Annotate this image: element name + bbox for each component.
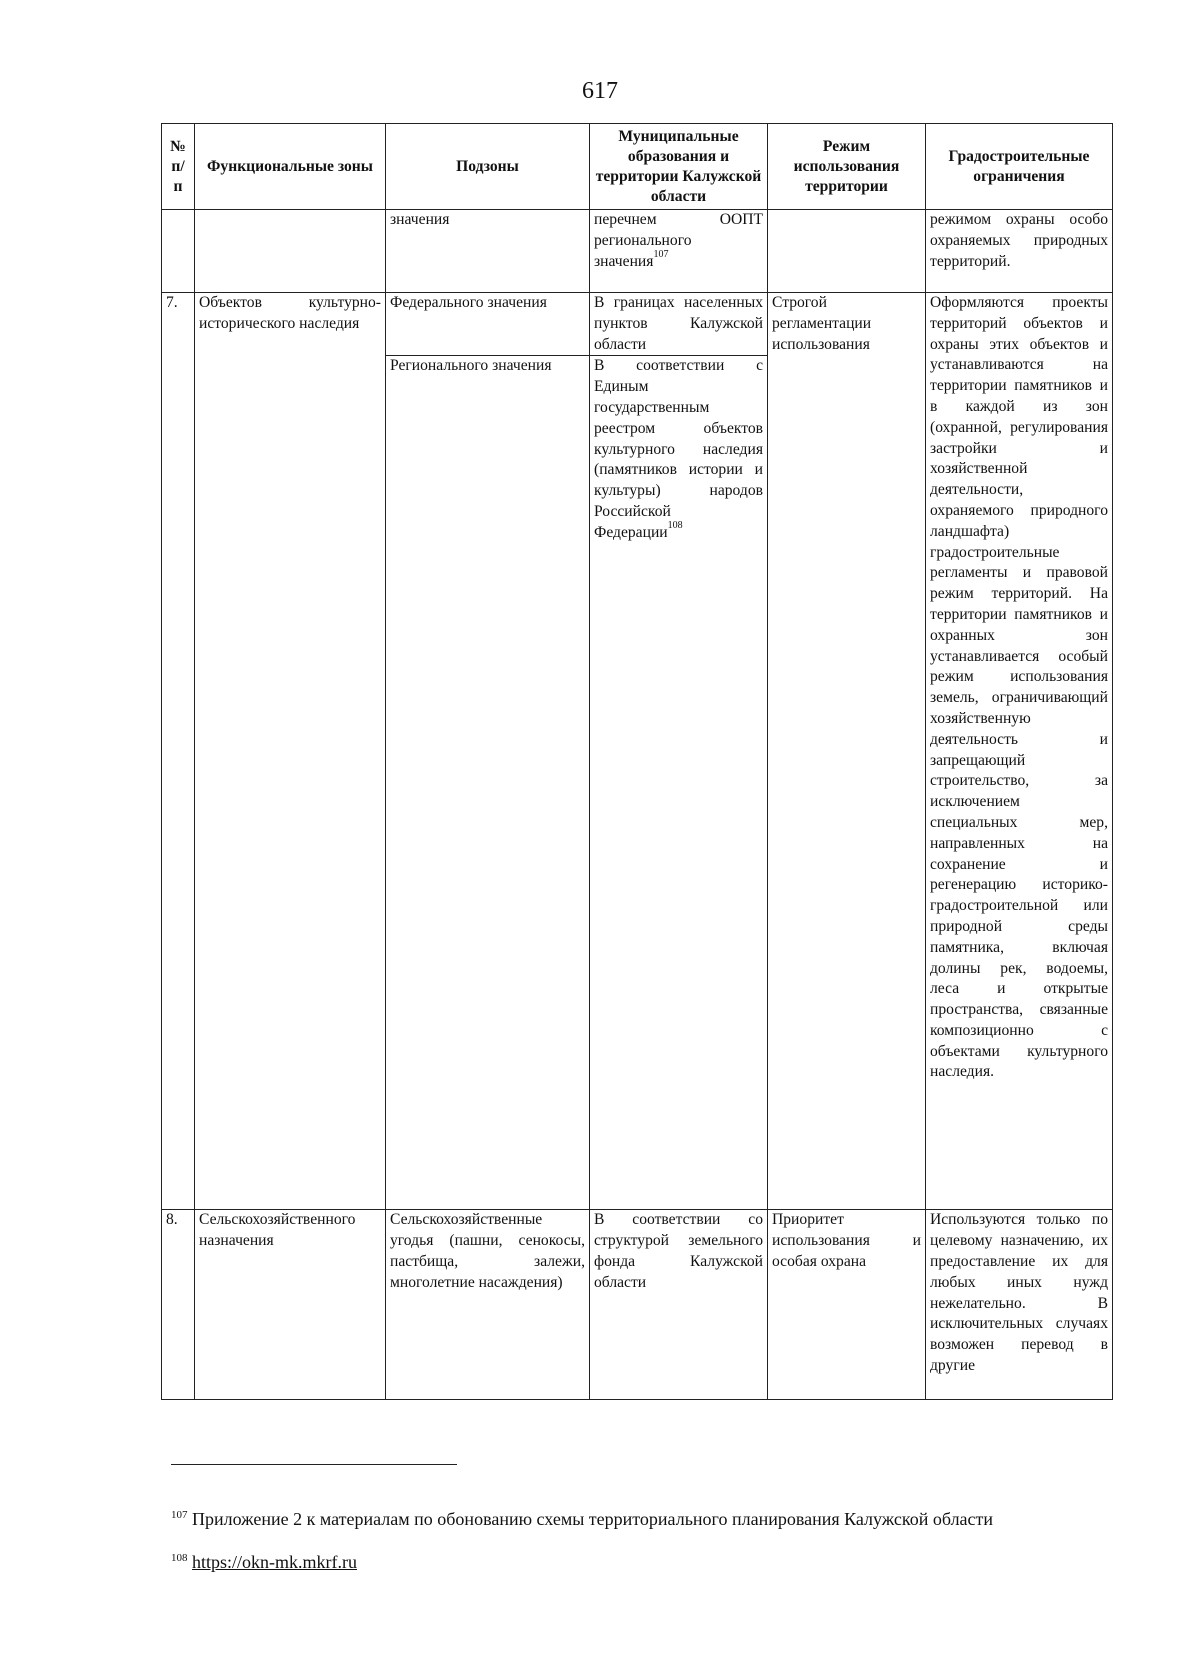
row8-num: 8. [162, 1210, 195, 1400]
header-municipal: Муниципальные образования и территории Калужской области [590, 124, 768, 210]
row-cont-zone [195, 210, 386, 293]
row7-municipal-federal: В границах населенных пунктов Калужской области [590, 293, 768, 356]
row-cont-restrictions: режимом охраны особо охраняемых природных территорий. [926, 210, 1113, 293]
footnote-108-number: 108 [171, 1552, 188, 1564]
footnote-108 [171, 1551, 357, 1573]
row7-zone: Объектов культурно-исторического наследия [195, 293, 386, 1210]
table-row [162, 1210, 1113, 1400]
row7-subzone-regional: Регионального значения [386, 356, 590, 1210]
footnote-108-link[interactable]: https://okn-mk.mkrf.ru [192, 1552, 357, 1572]
footnote-107-text: Приложение 2 к материалам по обонованию схемы территориального планирования Калужской области [192, 1509, 994, 1529]
row8-regime: Приоритет использования и особая охрана [768, 1210, 926, 1400]
footnote-107-number: 107 [171, 1509, 188, 1521]
table-row [162, 210, 1113, 293]
row-cont-regime [768, 210, 926, 293]
row-cont-subzone: значения [386, 210, 590, 293]
row7-num: 7. [162, 293, 195, 1210]
header-restrictions: Градостроительные ограничения [926, 124, 1113, 210]
footnote-107 [171, 1508, 993, 1530]
row7-subzone-federal: Федерального значения [386, 293, 590, 356]
row7-municipal-regional-text: В соответствии с Единым государственным реестром объектов культурного наследия (памятников истории и культуры) народов Российской Федерации [594, 357, 763, 541]
row-cont-municipal [590, 210, 768, 293]
footnote-ref-108: 108 [667, 519, 683, 531]
header-functional-zones: Функциональные зоны [195, 124, 386, 210]
header-num: № п/ п [162, 124, 195, 210]
header-subzones: Подзоны [386, 124, 590, 210]
row-cont-municipal-text: перечнем ООПТ регионального значения [594, 211, 763, 270]
table-row [162, 293, 1113, 356]
row7-municipal-regional [590, 356, 768, 1210]
footnote-separator [171, 1464, 457, 1465]
row8-restrictions: Используются только по целевому назначению, их предоставление их для любых иных нужд нежелательно. В исключительных случаях возможен перевод в другие [926, 1210, 1113, 1400]
row7-restrictions: Оформляются проекты территорий объектов и охраны этих объектов и устанавливаются на территории памятников и в каждой из зон (охранной, регулирования застройки и хозяйственной деятельности, охраняемого природного ландшафта) градостроительные регламенты и правовой режим территорий. На территории памятников и охранных зон устанавливается особый режим использования земель, ограничивающий хозяйственную деятельность и запрещающий строительство, за исключением специальных мер, направленных на сохранение и регенерацию историко-градостроительной или природной среды памятника, включая долины рек, водоемы, леса и открытые пространства, связанные композиционно с объектами культурного наследия. [926, 293, 1113, 1210]
zones-table [161, 123, 1113, 1400]
page-number: 617 [582, 78, 618, 104]
row8-zone: Сельскохозяйственного назначения [195, 1210, 386, 1400]
row8-subzone: Сельскохозяйственные угодья (пашни, сенокосы, пастбища, залежи, многолетние насаждения) [386, 1210, 590, 1400]
row-cont-num [162, 210, 195, 293]
footnote-ref-107: 107 [653, 248, 669, 260]
table-header-row [162, 124, 1113, 210]
row8-municipal: В соответствии со структурой земельного фонда Калужской области [590, 1210, 768, 1400]
header-regime: Режим использования территории [768, 124, 926, 210]
row7-regime: Строгой регламентации использования [768, 293, 926, 1210]
